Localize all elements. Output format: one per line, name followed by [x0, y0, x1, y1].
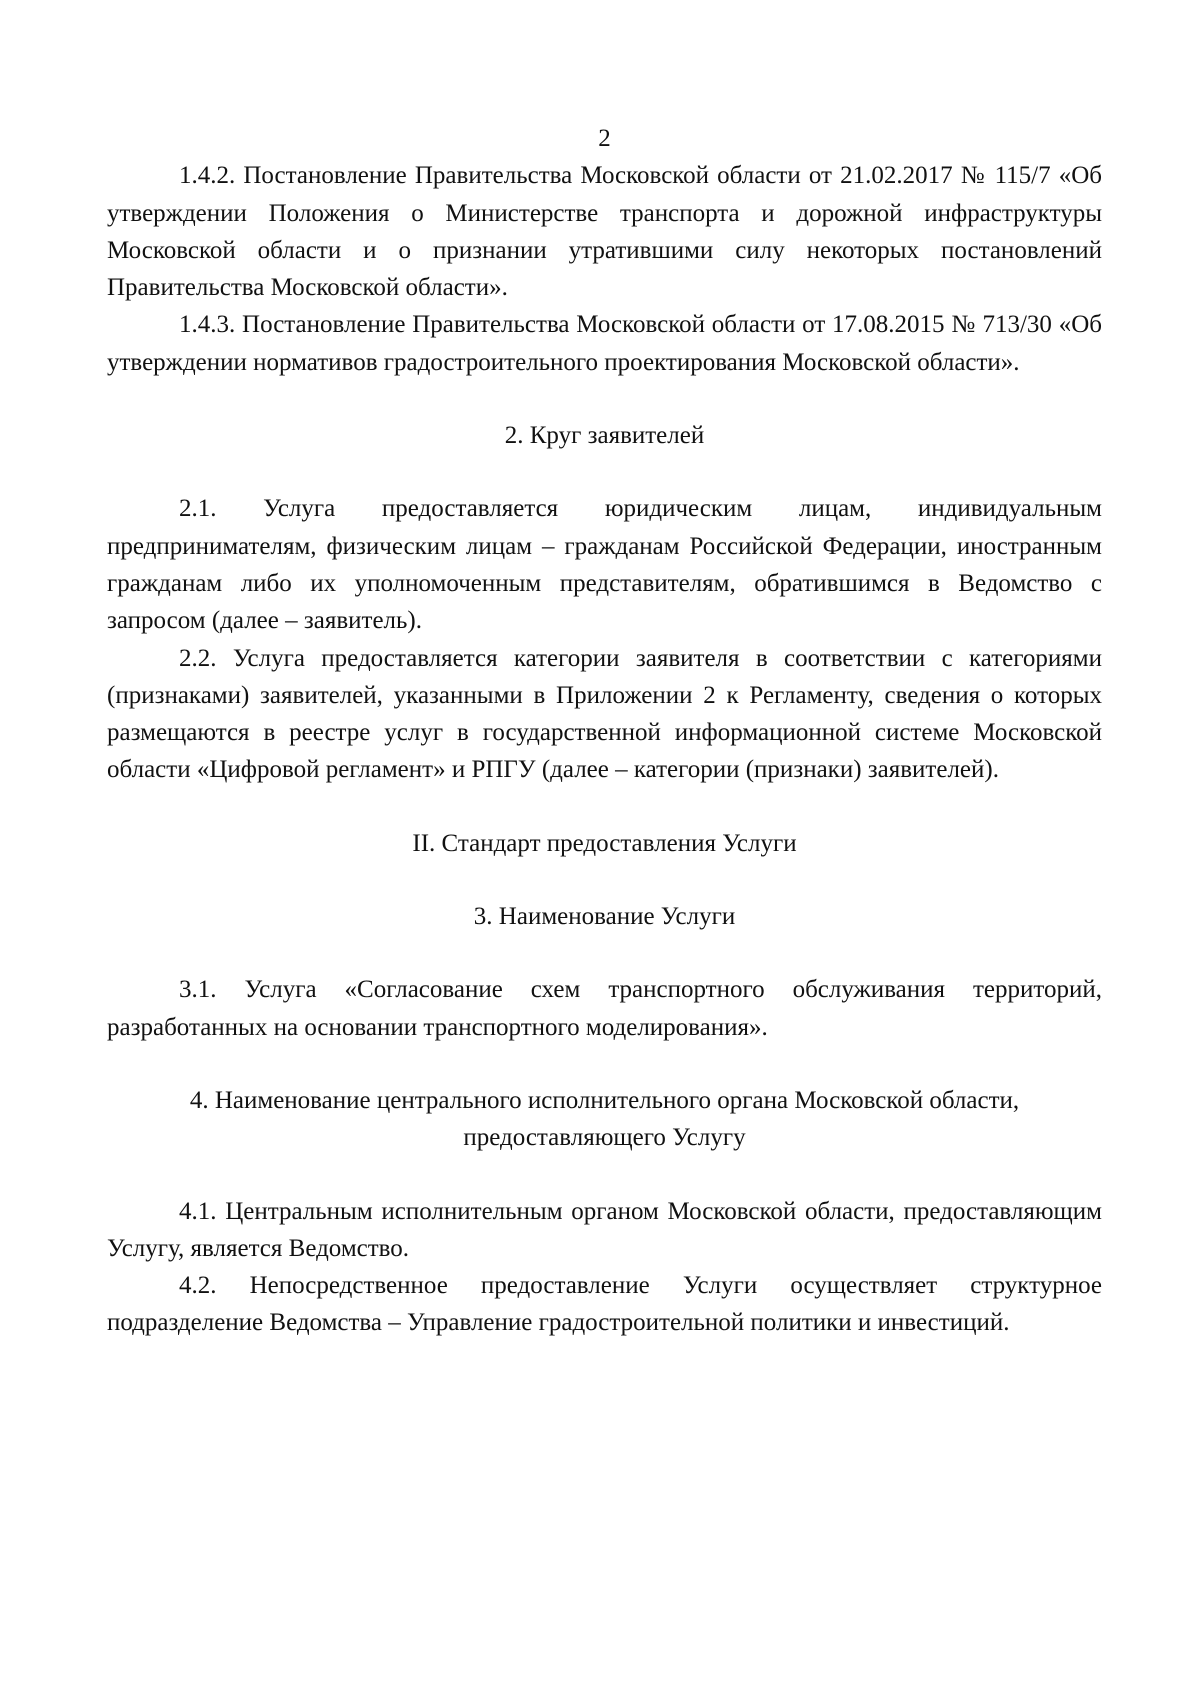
paragraph-2-2: 2.2. Услуга предоставляется категории заявителя в соответствии с категориями (признаками) заявителей, указанными в Приложении 2 к Регламенту, сведения о которых размещаются в реестре услуг в государственной информационной системе Московской области «Цифровой регламент» и РПГУ (далее – категории (признаки) заявителей).	[107, 644, 1102, 784]
document-page	[107, 120, 1102, 1342]
section-heading-2: 2. Круг заявителей	[504, 422, 705, 450]
chapter-heading-II: II. Стандарт предоставления Услуги	[412, 829, 797, 857]
section-heading-4-line1: 4. Наименование центрального исполнительного органа Московской области,	[189, 1086, 1020, 1114]
paragraph-4-2: 4.2. Непосредственное предоставление Услуги осуществляет структурное подразделение Ведомства – Управление градостроительной политики и инвестиций.	[107, 1272, 1102, 1337]
paragraph-1-4-2: 1.4.2. Постановление Правительства Московской области от 21.02.2017 № 115/7 «Об утверждении Положения о Министерстве транспорта и дорожной инфраструктуры Московской области и о признании утратившими силу некоторых постановлений Правительства Московской области».	[107, 162, 1102, 302]
section-heading-4-line2: предоставляющего Услугу	[463, 1124, 746, 1152]
page-number: 2	[598, 125, 611, 152]
paragraph-1-4-3: 1.4.3. Постановление Правительства Московской области от 17.08.2015 № 713/30 «Об утверждении нормативов градостроительного проектирования Московской области».	[107, 311, 1102, 376]
paragraph-4-1: 4.1. Центральным исполнительным органом Московской области, предоставляющим Услугу, является Ведомство.	[107, 1197, 1102, 1262]
paragraph-3-1: 3.1. Услуга «Согласование схем транспортного обслуживания территорий, разработанных на основании транспортного моделирования».	[107, 976, 1102, 1041]
paragraph-2-1: 2.1. Услуга предоставляется юридическим лицам, индивидуальным предпринимателям, физическим лицам – гражданам Российской Федерации, иностранным гражданам либо их уполномоченным представителям, обратившимся в Ведомство с запросом (далее – заявитель).	[107, 495, 1102, 635]
section-heading-3: 3. Наименование Услуги	[473, 903, 736, 931]
